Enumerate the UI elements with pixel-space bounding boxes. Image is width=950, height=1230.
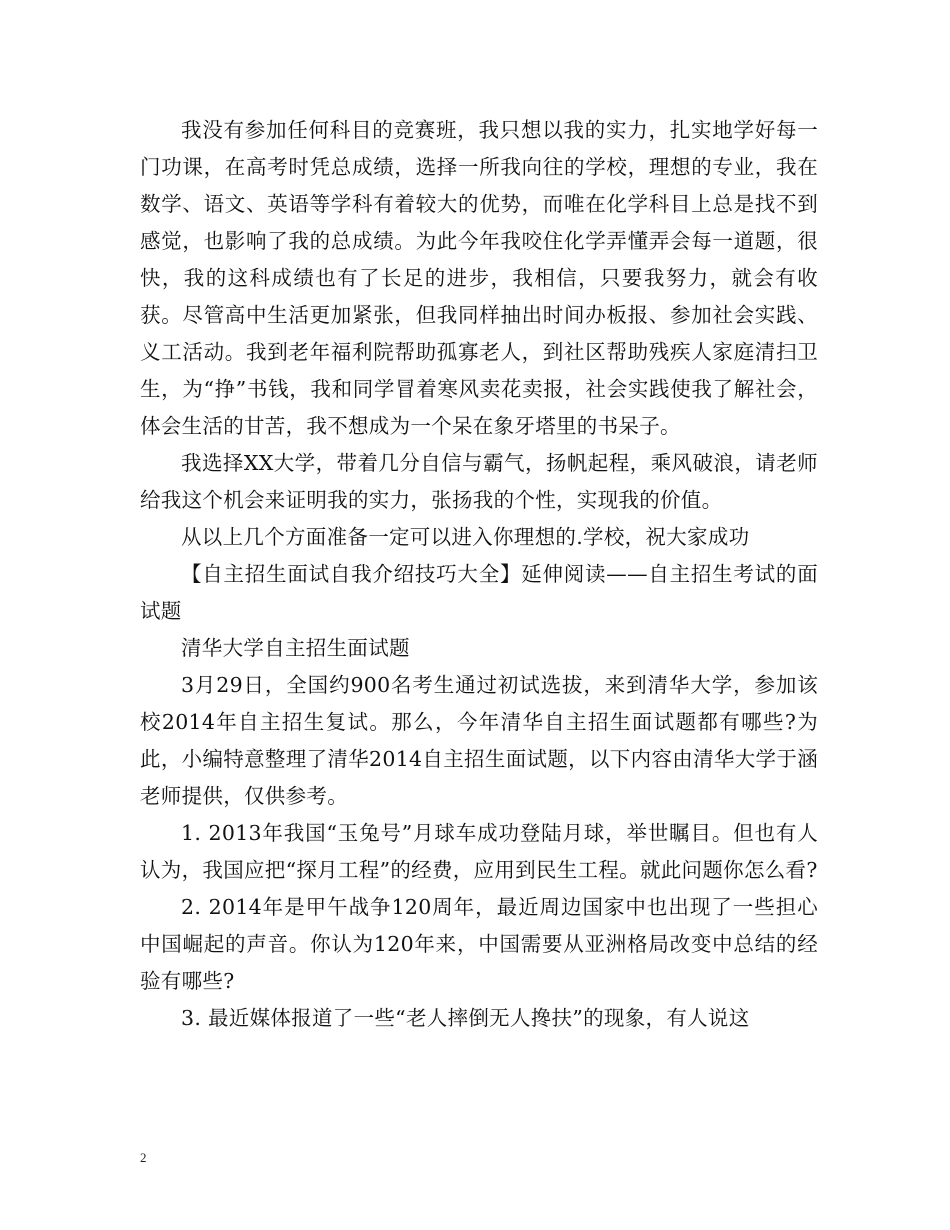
paragraph-choose-university: 我选择XX大学，带着几分自信与霸气，扬帆起程，乘风破浪，请老师给我这个机会来证明我的实力，张扬我的个性，实现我的价值。 bbox=[140, 451, 818, 512]
paragraph-question-3: 3. 最近媒体报道了一些“老人摔倒无人搀扶”的现象，有人说这 bbox=[181, 1006, 750, 1030]
page-number: 2 bbox=[140, 1150, 147, 1165]
paragraph-question-2: 2. 2014年是甲午战争120周年，最近周边国家中也出现了一些担心中国崛起的声音。你认为120年来，中国需要从亚洲格局改变中总结的经验有哪些? bbox=[140, 895, 818, 993]
paragraph-question-1: 1. 2013年我国“玉兔号”月球车成功登陆月球，举世瞩目。但也有人认为，我国应把“探月工程”的经费，应用到民生工程。就此问题你怎么看? bbox=[140, 821, 818, 882]
paragraph-self-introduction-study: 我没有参加任何科目的竞赛班，我只想以我的实力，扎实地学好每一门功课，在高考时凭总成绩，选择一所我向往的学校，理想的专业，我在数学、语文、英语等学科有着较大的优势，而唯在化学科目上总是找不到感觉，也影响了我的总成绩。为此今年我咬住化学弄懂弄会每一道题，很快，我的这科成绩也有了长足的进步，我相信，只要我努力，就会有收获。尽管高中生活更加紧张，但我同样抽出时间办板报、参加社会实践、义工活动。我到老年福利院帮助孤寡老人，到社区帮助残疾人家庭清扫卫生，为“挣”书钱，我和同学冒着寒风卖花卖报，社会实践使我了解社会，体会生活的甘苦，我不想成为一个呆在象牙塔里的书呆子。 bbox=[140, 118, 818, 438]
document-body bbox=[140, 112, 818, 1037]
paragraph-tsinghua-intro: 3月29日，全国约900名考生通过初试选拔，来到清华大学，参加该校2014年自主招生复试。那么，今年清华自主招生面试题都有哪些?为此，小编特意整理了清华2014自主招生面试题，以下内容由清华大学于涵老师提供，仅供参考。 bbox=[140, 673, 818, 808]
paragraph-extended-reading-heading: 【自主招生面试自我介绍技巧大全】延伸阅读——自主招生考试的面试题 bbox=[140, 562, 818, 623]
paragraph-tsinghua-heading: 清华大学自主招生面试题 bbox=[181, 636, 410, 660]
paragraph-closing-wish: 从以上几个方面准备一定可以进入你理想的.学校，祝大家成功 bbox=[181, 525, 750, 549]
